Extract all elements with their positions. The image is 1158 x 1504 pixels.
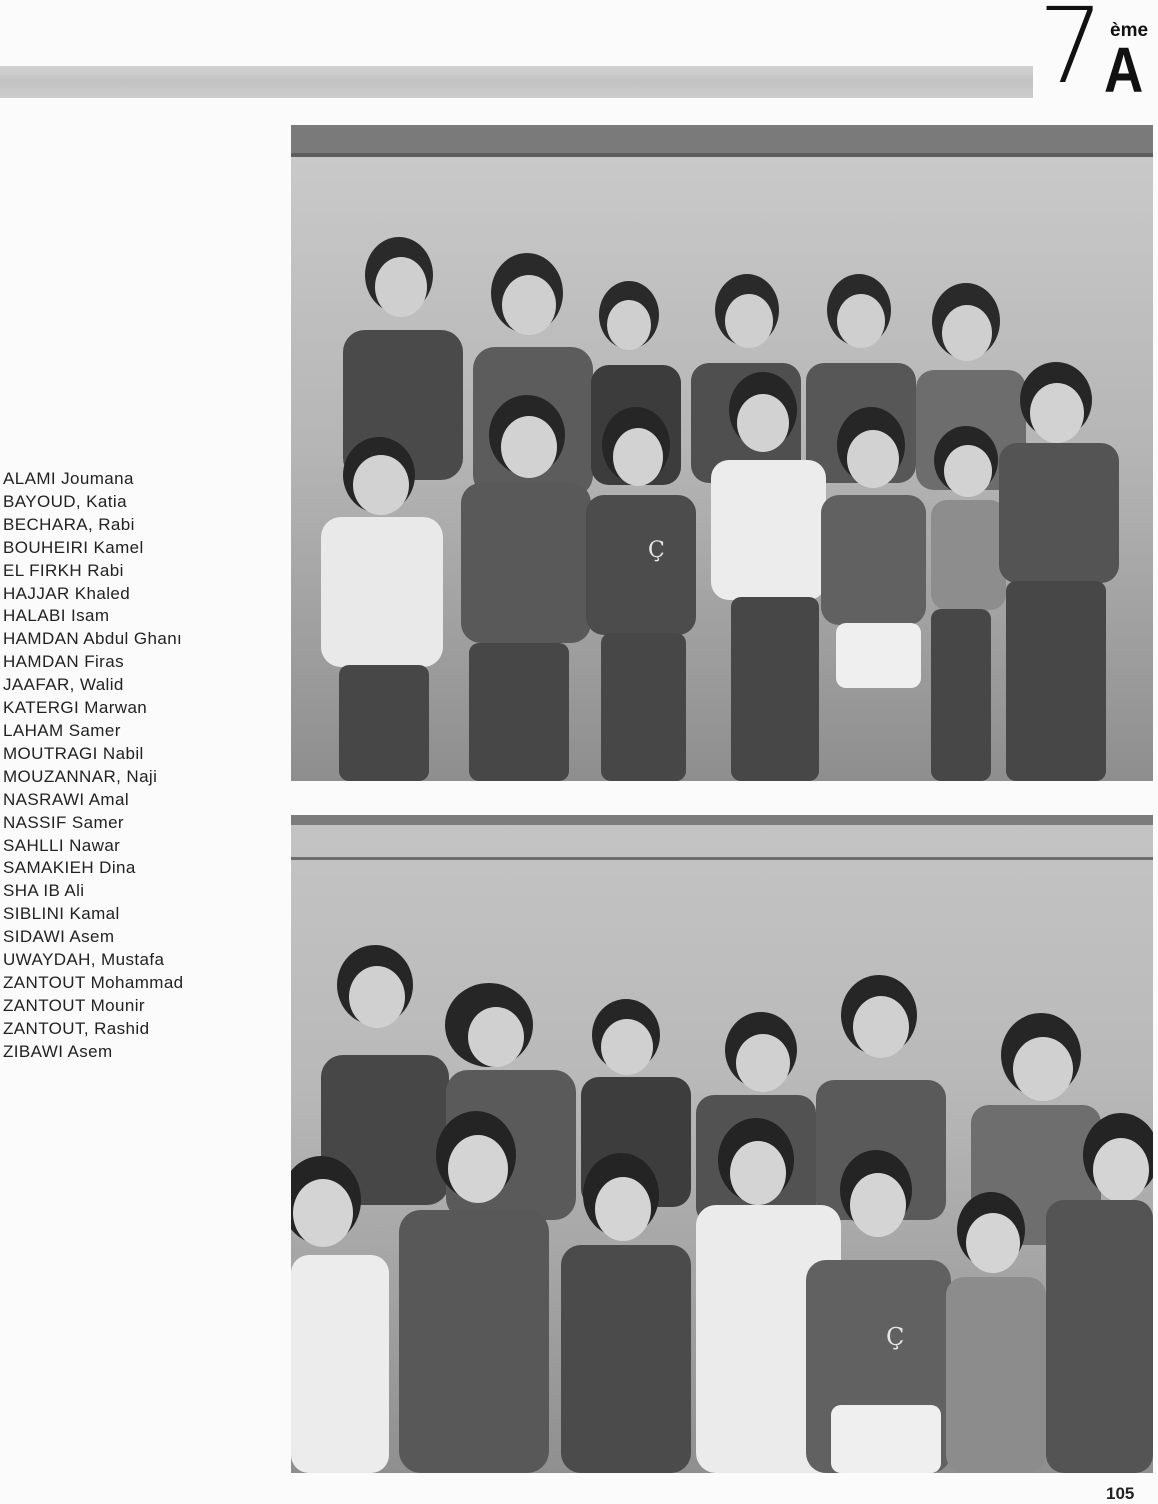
roster-name: HAMDAN Firas <box>3 652 124 672</box>
roster-name: HAJJAR Khaled <box>3 583 131 603</box>
roster-name: SAHLLI Nawar <box>3 835 121 855</box>
class-photo-bottom <box>291 815 1153 1473</box>
roster-name: BAYOUD, Katia <box>3 491 127 511</box>
roster-name: LAHAM Samer <box>3 720 121 740</box>
student-roster <box>3 468 283 1064</box>
roster-name: NASSIF Samer <box>3 812 124 832</box>
roster-name: SAMAKIEH Dina <box>3 858 136 878</box>
roster-name: EL FIRKH Rabi <box>3 560 124 580</box>
roster-name: ZIBAWI Asem <box>3 1041 113 1061</box>
roster-name: UWAYDAH, Mustafa <box>3 950 165 970</box>
roster-name: NASRAWI Amal <box>3 789 130 809</box>
roster-name: ZANTOUT, Rashid <box>3 1018 150 1038</box>
roster-name: ZANTOUT Mounir <box>3 995 145 1015</box>
class-letter: A <box>1104 34 1144 106</box>
top-shirt-logo: Ç <box>648 538 665 563</box>
class-photo-top <box>291 125 1153 781</box>
class-superscript: ème <box>1110 20 1149 41</box>
roster-name: ALAMI Joumana <box>3 469 134 488</box>
page-number: 105 <box>1106 1484 1135 1503</box>
class-number: 7 <box>1038 0 1105 107</box>
roster-name: SHA IB Ali <box>3 881 85 901</box>
roster-name: SIBLINI Kamal <box>3 904 120 924</box>
roster-name: MOUTRAGI Nabil <box>3 743 144 763</box>
roster-name: MOUZANNAR, Naji <box>3 766 158 786</box>
class-heading <box>1036 0 1158 110</box>
roster-name: HALABI Isam <box>3 606 110 626</box>
bottom-shirt-logo: Ç <box>886 1323 905 1351</box>
header-gray-band <box>0 66 1033 98</box>
roster-name: HAMDAN Abdul Ghanı <box>3 629 183 649</box>
roster-name: BECHARA, Rabi <box>3 514 135 534</box>
roster-name: JAAFAR, Walid <box>3 675 124 695</box>
roster-name: BOUHEIRI Kamel <box>3 537 144 557</box>
roster-name: KATERGI Marwan <box>3 698 148 718</box>
roster-name: ZANTOUT Mohammad <box>3 972 184 992</box>
roster-name: SIDAWI Asem <box>3 927 115 947</box>
